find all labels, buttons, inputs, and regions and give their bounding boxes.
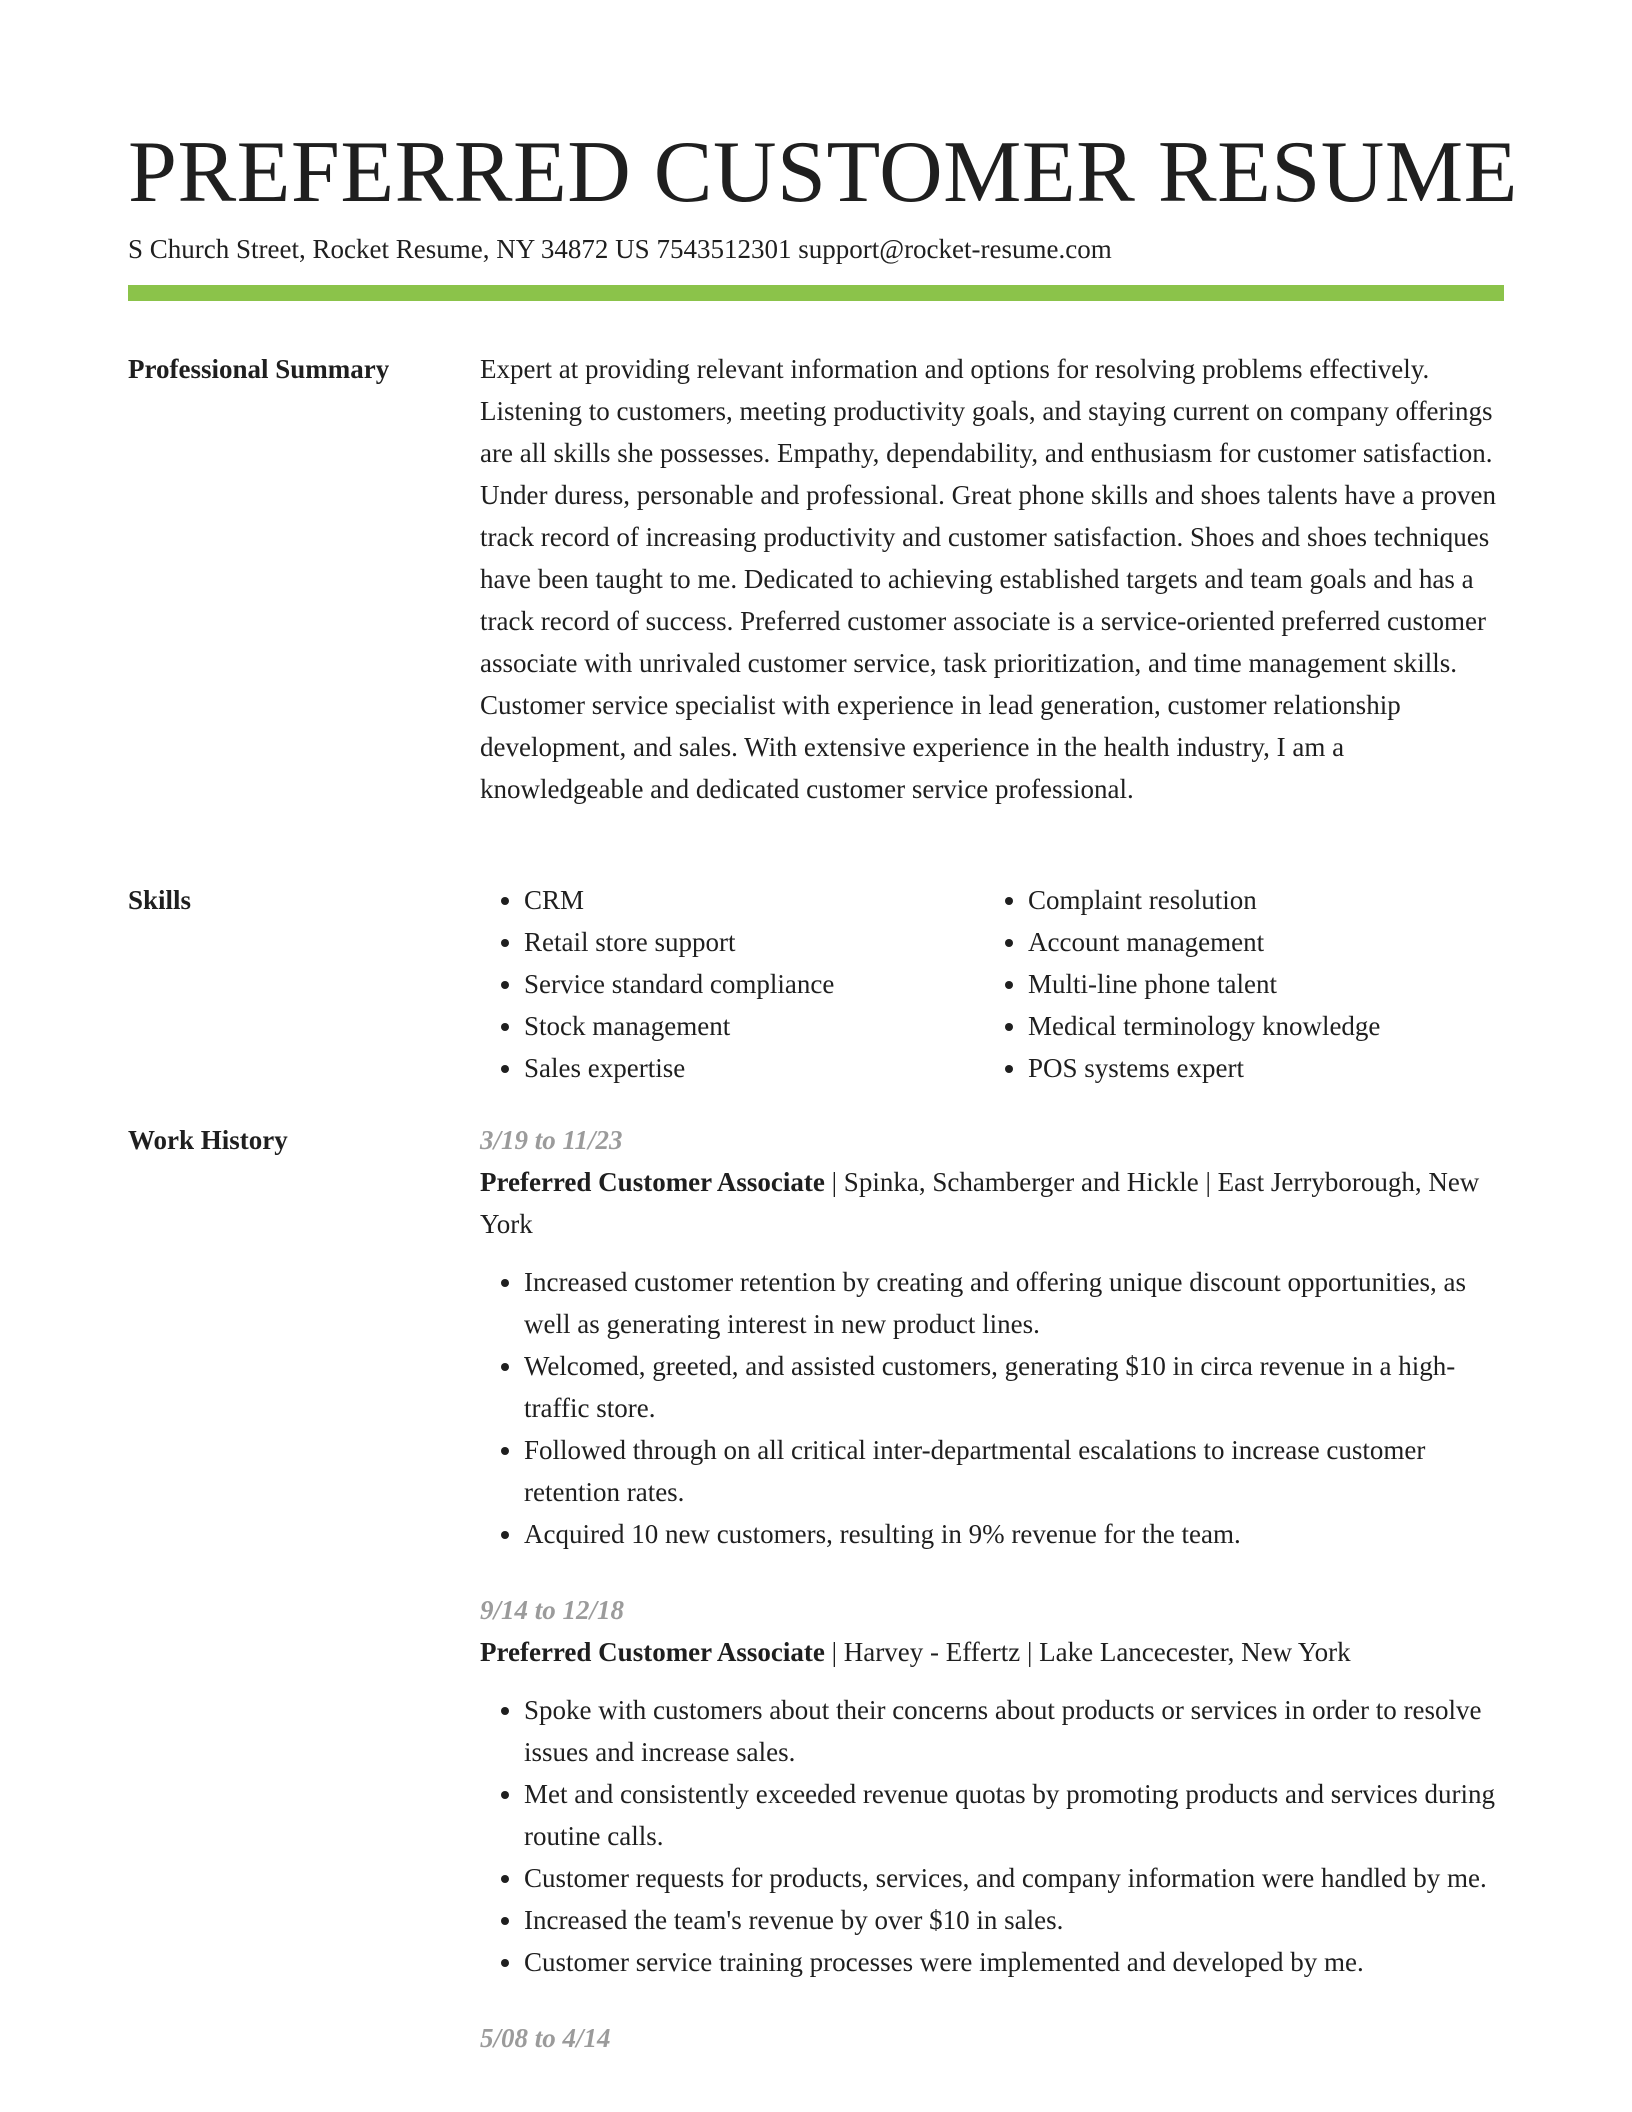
job-employer-location: | Spinka, Schamberger and Hickle | East Jerryborough, New York: [480, 1167, 1480, 1239]
skill-item: • CRM: [524, 879, 984, 921]
accent-divider: [128, 285, 1504, 301]
job-heading: [480, 1631, 1504, 1673]
skill-item: • Complaint resolution: [1028, 879, 1488, 921]
summary-label: Professional Summary: [128, 354, 390, 384]
job-dates: 3/19 to 11/23: [480, 1125, 623, 1155]
resume-title: PREFERRED CUSTOMER RESUME: [128, 124, 1518, 221]
job-entry: [480, 1119, 1504, 1555]
job-bullet: • Followed through on all critical inter-departmental escalations to increase customer retention rates.: [524, 1429, 1504, 1513]
skill-item: • Service standard compliance: [524, 963, 984, 1005]
job-bullet: • Spoke with customers about their concerns about products or services in order to resolve issues and increase sales.: [524, 1689, 1504, 1773]
job-dates: 9/14 to 12/18: [480, 1595, 625, 1625]
skills-list-left: [480, 879, 984, 1089]
job-title: Preferred Customer Associate: [480, 1167, 825, 1197]
skill-item: • POS systems expert: [1028, 1047, 1488, 1089]
job-entry: [480, 2017, 1504, 2059]
skill-item: • Stock management: [524, 1005, 984, 1047]
job-bullet: • Acquired 10 new customers, resulting in 9% revenue for the team.: [524, 1513, 1504, 1555]
job-entry: [480, 1589, 1504, 1983]
work-history-label: Work History: [128, 1125, 288, 1155]
job-title: Preferred Customer Associate: [480, 1637, 825, 1667]
job-bullet: • Customer service training processes were implemented and developed by me.: [524, 1941, 1504, 1983]
job-dates: 5/08 to 4/14: [480, 2023, 611, 2053]
job-employer-location: | Harvey - Effertz | Lake Lancecester, New York: [824, 1637, 1351, 1667]
contact-line: S Church Street, Rocket Resume, NY 34872 US 7543512301 support@rocket-resume.com: [128, 234, 1112, 264]
skills-list-right: [984, 879, 1488, 1089]
job-bullet: • Increased customer retention by creating and offering unique discount opportunities, as well as generating interest in new product lines.: [524, 1261, 1504, 1345]
job-heading: [480, 1161, 1504, 1245]
skill-item: • Multi-line phone talent: [1028, 963, 1488, 1005]
skill-item: • Medical terminology knowledge: [1028, 1005, 1488, 1047]
job-bullet: • Welcomed, greeted, and assisted customers, generating $10 in circa revenue in a high-traffic store.: [524, 1345, 1504, 1429]
job-bullets: [480, 1689, 1504, 1983]
summary-text: Expert at providing relevant information and options for resolving problems effectively. Listening to customers, meeting productivity goals, and staying current on company offerings are all skills she possesses. Empathy, dependability, and enthusiasm for customer satisfaction. Under duress, personable and professional. Great phone skills and shoes talents have a proven track record of increasing productivity and customer satisfaction. Shoes and shoes techniques have been taught to me. Dedicated to achieving established targets and team goals and has a track record of success. Preferred customer associate is a service-oriented preferred customer associate with unrivaled customer service, task prioritization, and time management skills. Customer service specialist with experience in lead generation, customer relationship development, and sales. With extensive experience in the health industry, I am a knowledgeable and dedicated customer service professional.: [480, 354, 1496, 804]
job-bullet: • Customer requests for products, services, and company information were handled by me.: [524, 1857, 1504, 1899]
skills-label: Skills: [128, 885, 192, 915]
skill-item: • Retail store support: [524, 921, 984, 963]
skill-item: • Sales expertise: [524, 1047, 984, 1089]
job-bullet: • Met and consistently exceeded revenue quotas by promoting products and services during routine calls.: [524, 1773, 1504, 1857]
job-bullets: [480, 1261, 1504, 1555]
job-bullet: • Increased the team's revenue by over $10 in sales.: [524, 1899, 1504, 1941]
skill-item: • Account management: [1028, 921, 1488, 963]
